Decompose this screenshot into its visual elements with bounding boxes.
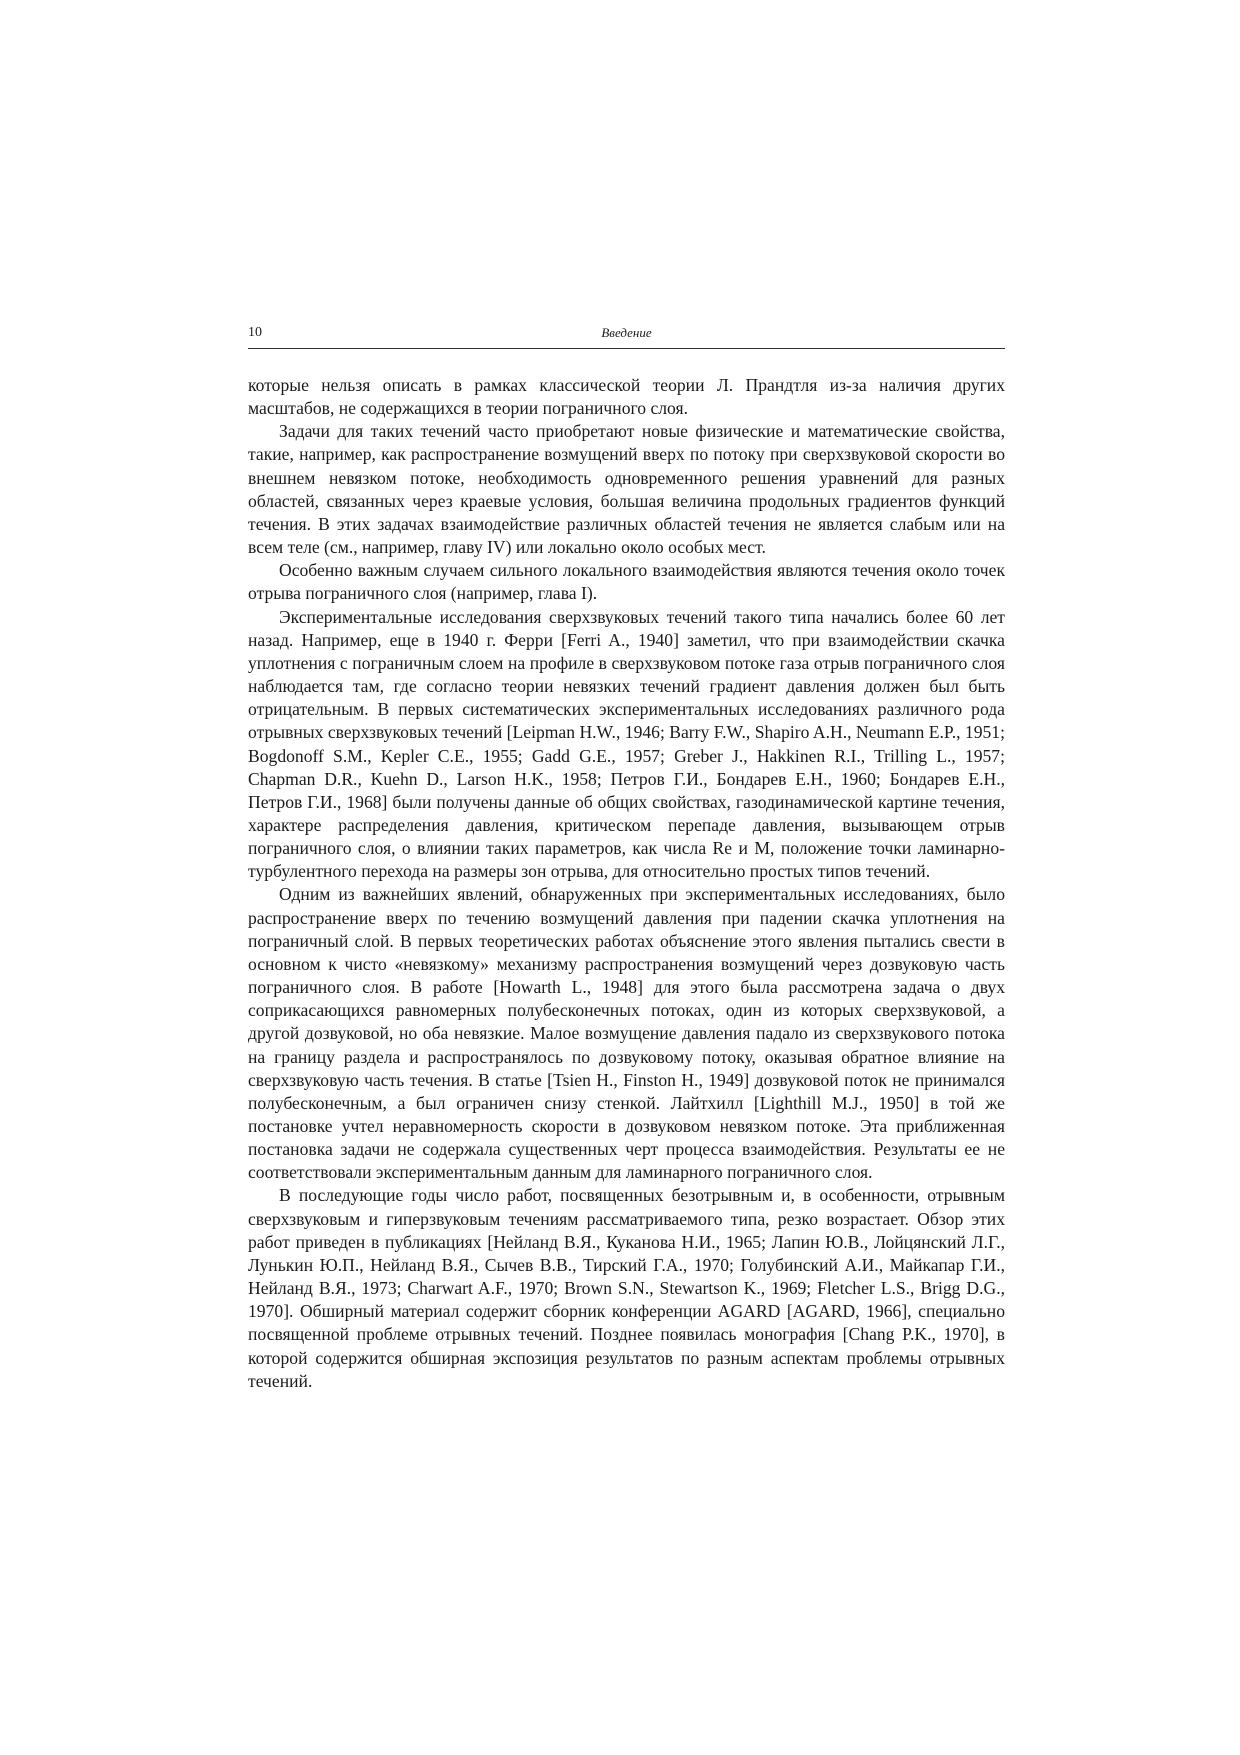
running-title: Введение <box>601 325 652 340</box>
page-header <box>248 322 1005 349</box>
paragraph: Особенно важным случаем сильного локального взаимодействия являются течения около точек отрыва пограничного слоя (например, глава I). <box>248 560 1005 604</box>
paragraph: которые нельзя описать в рамках классической теории Л. Прандтля из-за наличия других масштабов, не содержащихся в теории пограничного слоя. <box>248 375 1005 419</box>
page-number: 10 <box>248 325 262 340</box>
paragraph: Одним из важнейших явлений, обнаруженных при экспериментальных исследованиях, было распространение вверх по течению возмущений давления при падении скачка уплотнения на пограничный слой. В первых теоретических работах объяснение этого явления пытались свести в основном к чисто «невязкому» механизму распространения возмущений через дозвуковую часть пограничного слоя. В работе [Howarth L., 1948] для этого была рассмотрена задача о двух соприкасающихся равномерных полубесконечных потоках, один из которых сверхзвуковой, а другой дозвуковой, но оба невязкие. Малое возмущение давления падало из сверхзвукового потока на границу раздела и распространялось по дозвуковому потоку, оказывая обратное влияние на сверхзвуковую часть течения. В статье [Tsien H., Finston H., 1949] дозвуковой поток не принимался полубесконечным, а был ограничен снизу стенкой. Лайтхилл [Lighthill M.J., 1950] в той же постановке учтел неравномерность скорости в дозвуковом невязком потоке. Эта приближенная постановка задачи не содержала существенных черт процесса взаимодействия. Результаты ее не соответствовали экспериментальным данным для ламинарного пограничного слоя. <box>248 884 1005 1183</box>
body-text <box>248 374 1005 1393</box>
paragraph: Экспериментальные исследования сверхзвуковых течений такого типа начались более 60 лет назад. Например, еще в 1940 г. Ферри [Ferri A., 1940] заметил, что при взаимодействии скачка уплотнения с пограничным слоем на профиле в сверхзвуковом потоке газа отрыв пограничного слоя наблюдается там, где согласно теории невязких течений градиент давления должен был быть отрицательным. В первых систематических экспериментальных исследованиях различного рода отрывных сверхзвуковых течений [Leipman H.W., 1946; Barry F.W., Shapiro A.H., Neumann E.P., 1951; Bogdonoff S.M., Kepler C.E., 1955; Gadd G.E., 1957; Greber J., Hakkinen R.I., Trilling L., 1957; Chapman D.R., Kuehn D., Larson H.K., 1958; Петров Г.И., Бондарев Е.Н., 1960; Бондарев Е.Н., Петров Г.И., 1968] были получены данные об общих свойствах, газодинамической картине течения, характере распределения давления, критическом перепаде давления, вызывающем отрыв пограничного слоя, о влиянии таких параметров, как числа Re и M, положение точки ламинарно-турбулентного перехода на размеры зон отрыва, для относительно простых типов течений. <box>248 606 1005 882</box>
paragraph: В последующие годы число работ, посвященных безотрывным и, в особенности, отрывным сверхзвуковым и гиперзвуковым течениям рассматриваемого типа, резко возрастает. Обзор этих работ приведен в публикациях [Нейланд В.Я., Куканова Н.И., 1965; Лапин Ю.В., Лойцянский Л.Г., Лунькин Ю.П., Нейланд В.Я., Сычев В.В., Тирский Г.А., 1970; Голубинский А.И., Майкапар Г.И., Нейланд В.Я., 1973; Charwart A.F., 1970; Brown S.N., Stewartson K., 1969; Fletcher L.S., Brigg D.G., 1970]. Обширный материал содержит сборник конференции AGARD [AGARD, 1966], специально посвященной проблеме отрывных течений. Позднее появилась монография [Chang P.K., 1970], в которой содержится обширная экспозиция результатов по разным аспектам проблемы отрывных течений. <box>248 1185 1005 1391</box>
paragraph: Задачи для таких течений часто приобретают новые физические и математические свойства, такие, например, как распространение возмущений вверх по потоку при сверхзвуковой скорости во внешнем невязком потоке, необходимость одновременного решения уравнений для разных областей, связанных через краевые условия, большая величина продольных градиентов функций течения. В этих задачах взаимодействие различных областей течения не является слабым или на всем теле (см., например, главу IV) или локально около особых мест. <box>248 421 1005 558</box>
